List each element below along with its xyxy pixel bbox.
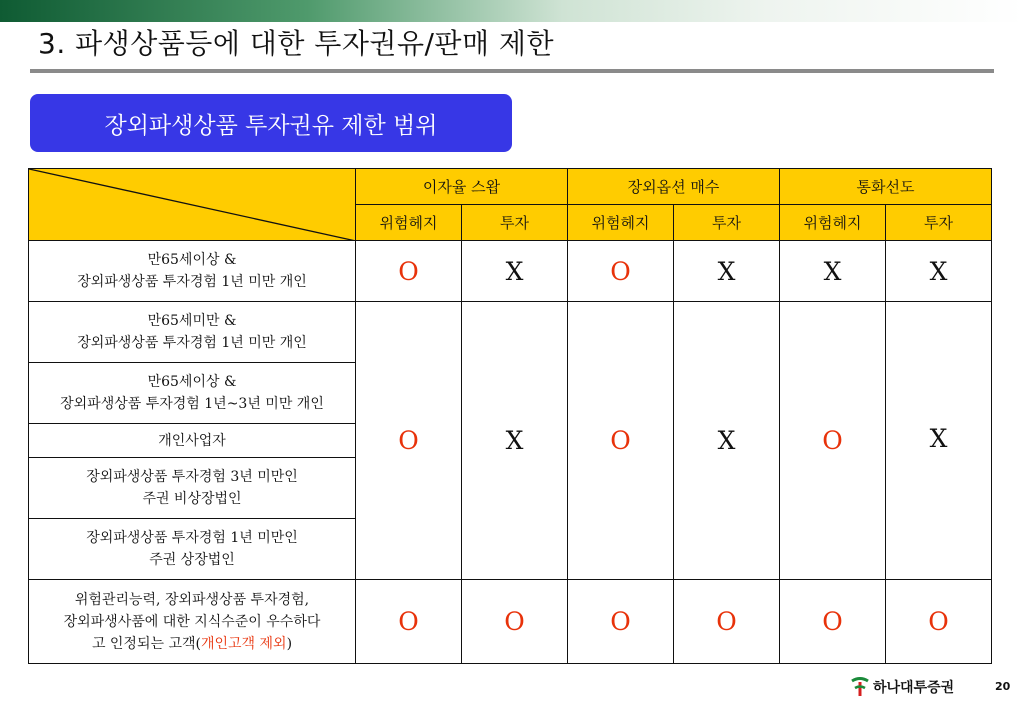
- header-corner-cell: [29, 169, 356, 241]
- row-label-line: 만65세이상 &: [147, 374, 237, 390]
- row-label-line: 만65세이상 &: [147, 252, 237, 268]
- mark-cell: O: [568, 580, 674, 664]
- row-label-line: [29, 633, 355, 655]
- top-decorative-band: [0, 0, 1023, 22]
- mark-cell: X: [674, 241, 780, 302]
- row-label-line: 장외파생상품 투자경험 1년 미만인: [86, 530, 298, 546]
- product-header-currency-forward: 통화선도: [780, 169, 992, 205]
- sub-header: 투자: [462, 205, 568, 241]
- product-header-otc-option: 장외옵션 매수: [568, 169, 780, 205]
- sub-header: 위험헤지: [780, 205, 886, 241]
- mark-cell: O: [462, 580, 568, 664]
- row-label-line: 주권 상장법인: [149, 552, 235, 568]
- sub-header: 위험헤지: [568, 205, 674, 241]
- mark-cell: O: [780, 580, 886, 664]
- row-label-line: 장외파생상품 투자경험 1년 미만 개인: [77, 335, 307, 351]
- row-label: [29, 519, 356, 580]
- row-label: [29, 302, 356, 363]
- product-header-interest-swap: 이자율 스왑: [356, 169, 568, 205]
- logo-text: 하나대투증권: [873, 680, 955, 696]
- row-label-line: 위험관리능력, 장외파생상품 투자경험,: [74, 591, 310, 608]
- title-divider: [30, 69, 994, 73]
- row-label-line: 주권 비상장법인: [142, 491, 242, 507]
- row-label-text: 고 인정되는 고객(: [91, 635, 201, 652]
- logo-mark-icon: [850, 676, 870, 698]
- highlight-note: 개인고객 제외: [200, 635, 287, 652]
- sub-header: 투자: [886, 205, 992, 241]
- mark-cell: X: [462, 241, 568, 302]
- row-label-line: 개인사업자: [158, 432, 226, 449]
- row-label-text: ): [286, 635, 293, 652]
- row-label: [29, 580, 356, 664]
- row-label: [29, 424, 356, 458]
- section-subtitle: 장외파생상품 투자권유 제한 범위: [30, 94, 512, 152]
- mark-cell: O: [356, 241, 462, 302]
- row-label-line: 장외파생상품 투자경험 1년~3년 미만 개인: [60, 396, 324, 412]
- row-label: [29, 363, 356, 424]
- sub-header: 위험헤지: [356, 205, 462, 241]
- mark-cell: O: [356, 302, 462, 580]
- row-label: [29, 241, 356, 302]
- mark-cell: O: [886, 580, 992, 664]
- diagonal-line: [29, 169, 356, 241]
- page-number: 20: [995, 680, 1011, 693]
- row-label-line: 장외파생상품 투자경험 3년 미만인: [86, 469, 298, 485]
- row-label-line: 장외파생상품 투자경험 1년 미만 개인: [77, 274, 307, 290]
- mark-cell: O: [356, 580, 462, 664]
- company-logo: [850, 676, 954, 698]
- row-label: [29, 458, 356, 519]
- mark-cell: X: [780, 241, 886, 302]
- mark-cell: X: [886, 302, 992, 580]
- mark-cell: O: [780, 302, 886, 580]
- row-label-line: 만65세미만 &: [147, 313, 237, 329]
- mark-cell: X: [886, 241, 992, 302]
- mark-cell: X: [674, 302, 780, 580]
- mark-cell: X: [462, 302, 568, 580]
- sub-header: 투자: [674, 205, 780, 241]
- row-label-line: 장외파생사품에 대한 지식수준이 우수하다: [63, 613, 321, 630]
- mark-cell: O: [674, 580, 780, 664]
- restriction-table: [28, 168, 992, 664]
- page-title: 3. 파생상품등에 대한 투자권유/판매 제한: [38, 27, 555, 60]
- mark-cell: O: [568, 302, 674, 580]
- mark-cell: O: [568, 241, 674, 302]
